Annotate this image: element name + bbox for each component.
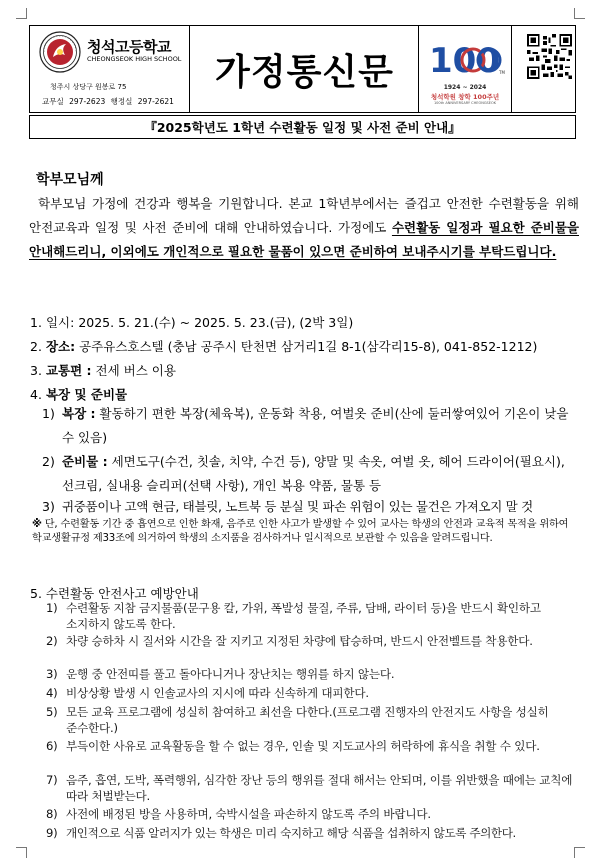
newsletter-title: 가정통신문 [215, 51, 394, 93]
search-notice: ※ 단, 수련활동 기간 중 흡연으로 인한 화재, 음주로 인한 사고가 발생할 수 있어 교사는 학생의 안전과 교육적 목적을 위하여 학교생활규정 제33조에 의거하여 학생의 소지품을 검사하거나 일시적으로 보관할 수 있음을 알려드립니다. [32, 519, 569, 544]
safety-rule-number: 5) [46, 705, 58, 719]
item-preparation: 4. 복장 및 준비물 [30, 387, 128, 402]
item-transport: 3. 교통편 : 전세 버스 이용 [30, 363, 176, 378]
school-info [30, 26, 189, 112]
sub-item-valuables: 귀중품이나 고액 현금, 태블릿, 노트북 등 분실 및 파손 위험이 있는 물건은 가져오지 말 것 [62, 499, 533, 514]
sub-item-clothing: 복장 : 활동하기 편한 복장(체육복), 운동화 착용, 여벌옷 준비(산에 둘러쌓여있어 기온이 낮을 수 있음) [62, 406, 569, 445]
safety-rule: 부득이한 사유로 교육활동을 할 수 없는 경우, 인솔 및 지도교사의 허락하에 휴식을 취할 수 있다. [66, 739, 540, 753]
safety-rule-number: 9) [46, 826, 58, 840]
admin-label: 행정실 [110, 97, 133, 106]
school-name: 청석고등학교 [87, 38, 171, 56]
school-seal-icon [39, 31, 81, 73]
safety-rule-number: 4) [46, 686, 58, 700]
school-address: 청주시 상당구 원봉로 75 [50, 83, 127, 91]
item-place: 2. 장소: 공주유스호스텔 (충남 공주시 탄천면 삼거리1길 8-1(삼각리15-8), 041-852-1212) [30, 339, 538, 354]
safety-rule-number: 1) [46, 601, 58, 615]
safety-rule: 사전에 배정된 방을 사용하며, 숙박시설을 파손하지 않도록 주의 바랍니다. [66, 807, 431, 821]
crop-mark-top-left [16, 8, 27, 19]
anniversary-caption-english: 100th ANNIVERSARY CHEONGSEOK [433, 101, 497, 105]
safety-rule-number: 2) [46, 634, 58, 648]
item-date: 1. 일시: 2025. 5. 21.(수) ~ 2025. 5. 23.(금), (2박 3일) [30, 315, 354, 330]
crop-mark-top-right [574, 8, 585, 19]
sub-item-number: 1) [42, 406, 55, 421]
anniversary-100-logo [419, 26, 511, 86]
header-divider [511, 26, 512, 112]
safety-section-title: 5. 수련활동 안전사고 예방안내 [30, 586, 199, 601]
safety-rule-number: 3) [46, 667, 58, 681]
safety-rule-number: 7) [46, 773, 58, 787]
sub-item-number: 3) [42, 499, 55, 514]
safety-rule: 음주, 흡연, 도박, 폭력행위, 심각한 장난 등의 행위를 절대 해서는 안되며, 이를 위반했을 때에는 교칙에 따라 처벌받는다. [66, 773, 573, 803]
admin-phone: 297-2621 [137, 97, 174, 106]
safety-rule: 비상상황 발생 시 인솔교사의 지시에 따라 신속하게 대피한다. [66, 686, 369, 700]
school-phones [42, 96, 177, 107]
crop-mark-bottom-right [574, 847, 585, 858]
safety-rule: 개인적으로 식품 알러지가 있는 학생은 미리 숙지하고 해당 식품을 섭취하지 않도록 주의한다. [66, 826, 516, 840]
safety-rule: 수련활동 지참 금지물품(문구용 칼, 가위, 폭발성 물질, 주류, 담배, 라이터 등)을 반드시 확인하고 소지하지 않도록 한다. [66, 601, 541, 631]
qr-code-icon[interactable] [527, 34, 572, 79]
intro-emphasis: 수련활동 일정과 필요한 준비물을 안내해드리니, 이외에도 개인적으로 필요한 물품이 있으면 준비하여 보내주시기를 부탁드립니다. [29, 220, 579, 259]
anniversary-caption: 청석학원 창학 100주년 [430, 93, 500, 101]
office-label: 교무실 [42, 97, 64, 106]
school-name-english: CHEONGSEOK HIGH SCHOOL [87, 55, 182, 63]
anniv-tm: TM [499, 70, 505, 75]
safety-rule-number: 6) [46, 739, 58, 753]
intro-text: 학부모님 가정에 건강과 행복을 기원합니다. 본교 1학년부에서는 즐겁고 안전한 수련활동을 위해 안전교육과 일정 및 사전 준비에 대해 안내하였습니다. 가정에도 [29, 196, 579, 235]
newsletter-subject: 『2025학년도 1학년 수련활동 일정 및 사전 준비 안내』 [29, 115, 576, 139]
anniversary-dates: 1924 ~ 2024 [443, 84, 487, 91]
intro-paragraph [29, 192, 579, 264]
letterhead [29, 25, 576, 113]
greeting: 학부모님께 [36, 172, 104, 188]
safety-rule: 차량 승하차 시 질서와 시간을 잘 지키고 지정된 차량에 탑승하며, 반드시 안전벨트를 착용한다. [66, 634, 533, 648]
sub-item-number: 2) [42, 454, 55, 469]
anniv-number: 100 [429, 41, 500, 81]
crop-mark-bottom-left [16, 847, 27, 858]
header-divider [189, 26, 190, 112]
anniversary-emblem [419, 26, 511, 112]
safety-rule: 운행 중 안전띠를 풀고 돌아다니거나 장난치는 행위를 하지 않는다. [66, 667, 395, 681]
office-phone: 297-2623 [69, 97, 106, 106]
safety-rule-number: 8) [46, 807, 58, 821]
sub-item-supplies: 준비물 : 세면도구(수건, 칫솔, 치약, 수건 등), 양말 및 속옷, 여벌 옷, 헤어 드라이어(필요시), 선크림, 실내용 슬리퍼(선택 사항), 개인 복용 약품, 물통 등 [62, 454, 565, 493]
safety-rule: 모든 교육 프로그램에 성실히 참여하고 최선을 다한다.(프로그램 진행자의 안전지도 사항을 성실히 준수한다.) [66, 705, 549, 735]
